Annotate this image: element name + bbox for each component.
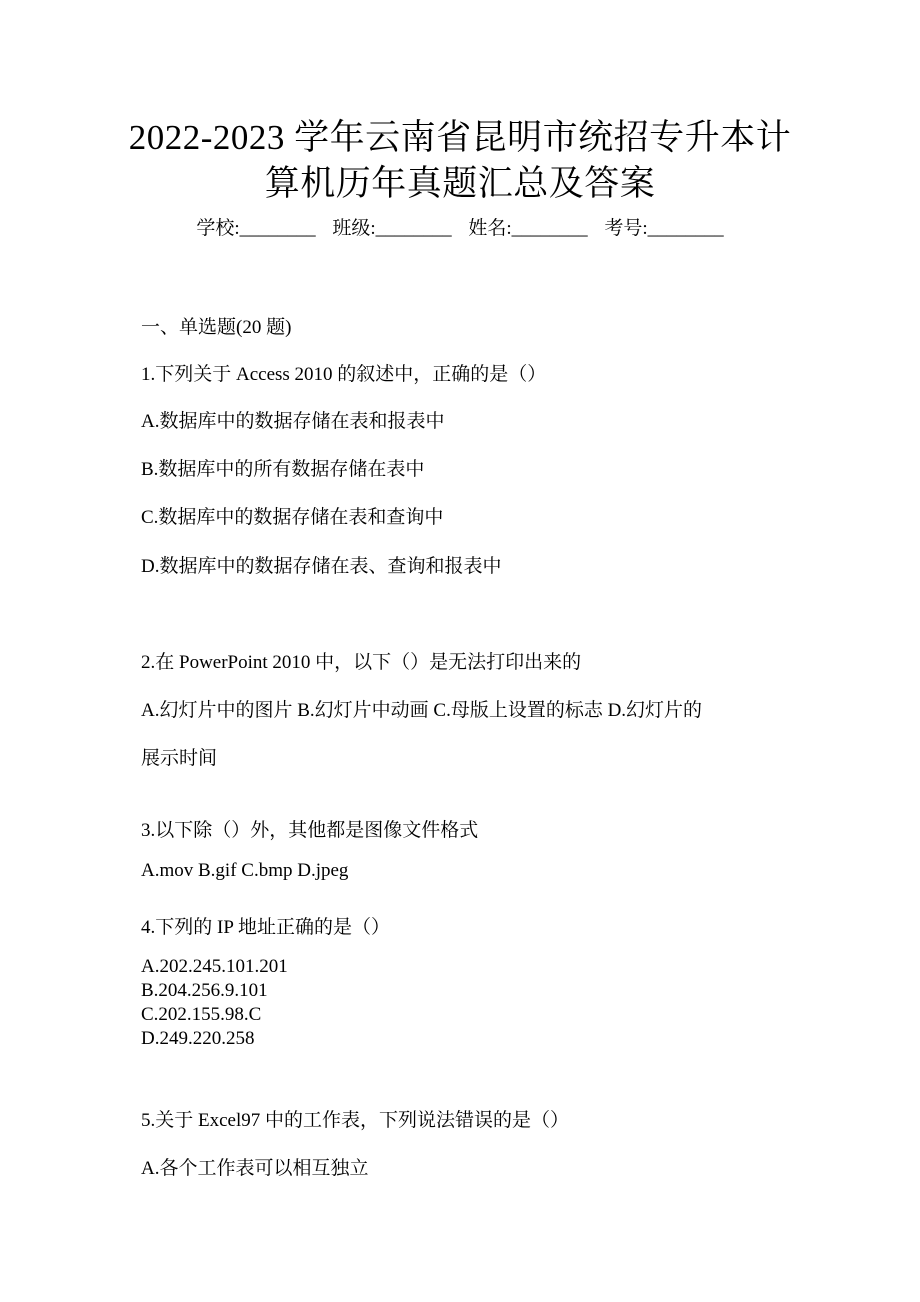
school-field: 学校:________ <box>196 218 316 239</box>
exam-number-field: 考号:________ <box>604 218 724 239</box>
question-1-option-c: C.数据库中的数据存储在表和查询中 <box>141 507 444 528</box>
section-heading: 一、单选题(20 题) <box>141 317 292 338</box>
question-1-stem: 1.下列关于 Access 2010 的叙述中，正确的是（） <box>141 364 547 385</box>
question-4-option-c: C.202.155.98.C <box>141 1004 262 1025</box>
question-1-option-a: A.数据库中的数据存储在表和报表中 <box>141 411 445 432</box>
document-title-line-1: 2022-2023 学年云南省昆明市统招专升本计 <box>128 118 792 157</box>
name-field: 姓名:________ <box>468 218 588 239</box>
question-3-stem: 3.以下除（）外，其他都是图像文件格式 <box>141 820 479 841</box>
question-1-option-d: D.数据库中的数据存储在表、查询和报表中 <box>141 556 502 577</box>
question-2-stem: 2.在 PowerPoint 2010 中，以下（）是无法打印出来的 <box>141 652 582 673</box>
question-1-option-b: B.数据库中的所有数据存储在表中 <box>141 459 425 480</box>
class-field: 班级:________ <box>332 218 452 239</box>
question-4-stem: 4.下列的 IP 地址正确的是（） <box>141 917 390 938</box>
student-info-line <box>0 214 920 244</box>
question-2-options-line-1: A.幻灯片中的图片 B.幻灯片中动画 C.母版上设置的标志 D.幻灯片的 <box>141 700 703 721</box>
document-title-line-2: 算机历年真题汇总及答案 <box>264 164 656 203</box>
question-4-option-d: D.249.220.258 <box>141 1028 255 1049</box>
question-5-stem: 5.关于 Excel97 中的工作表，下列说法错误的是（） <box>141 1110 570 1131</box>
question-2-options-line-2: 展示时间 <box>141 748 218 769</box>
question-5-option-a: A.各个工作表可以相互独立 <box>141 1158 369 1179</box>
question-4-option-a: A.202.245.101.201 <box>141 956 288 977</box>
question-4-option-b: B.204.256.9.101 <box>141 980 268 1001</box>
question-3-options: A.mov B.gif C.bmp D.jpeg <box>141 860 349 881</box>
